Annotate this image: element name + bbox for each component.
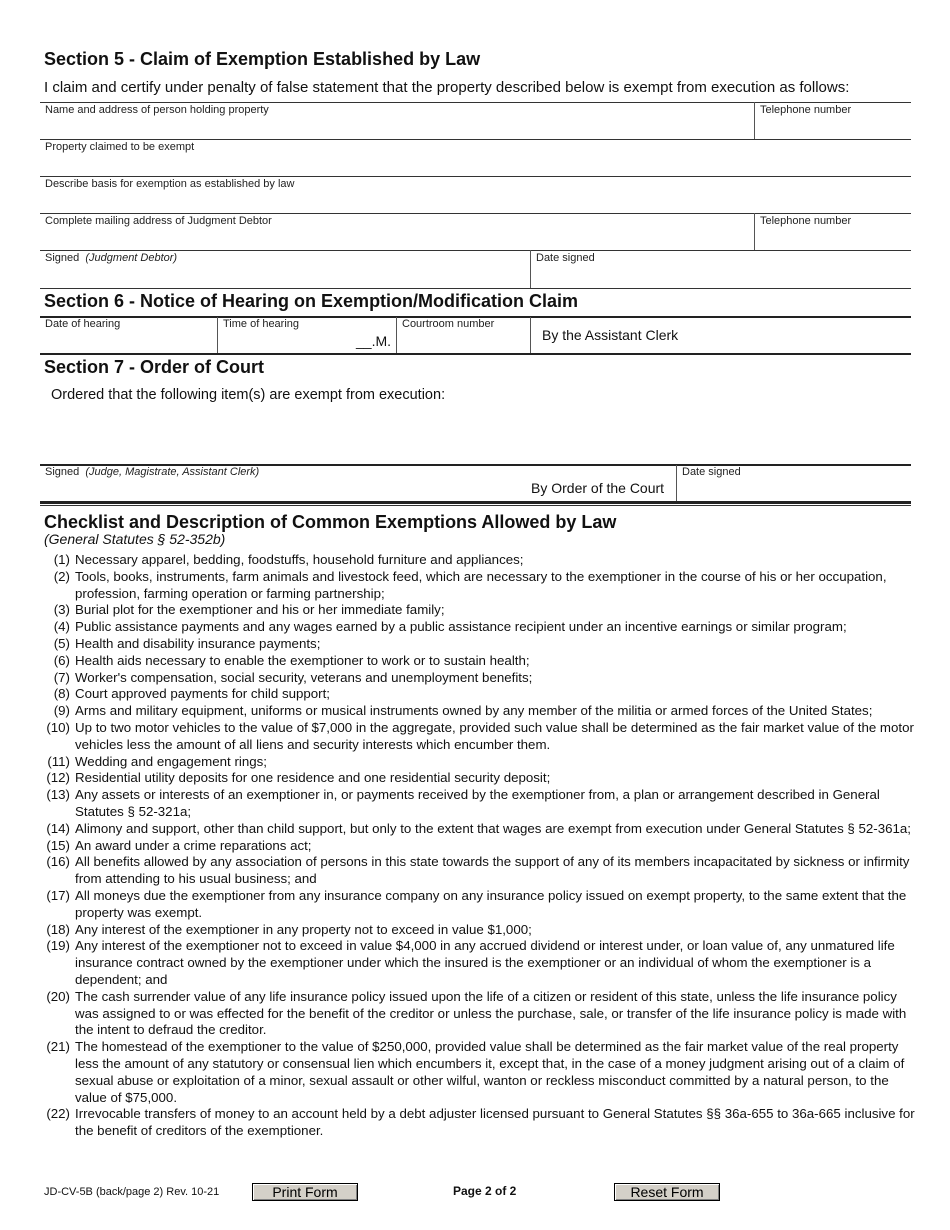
section6-title: Section 6 - Notice of Hearing on Exemption/Modification Claim: [44, 291, 579, 311]
exemption-item: [40, 922, 915, 939]
exemption-item: [40, 787, 915, 821]
checklist-subtitle: (General Statutes § 52-352b): [44, 531, 226, 547]
courtroom-field[interactable]: [397, 318, 530, 353]
exemption-number: (9): [53, 703, 70, 719]
exemption-item: [40, 821, 915, 838]
section5-title: Section 5 - Claim of Exemption Established by Law: [44, 49, 481, 69]
exemption-text: Burial plot for the exemptioner and his or her immediate family;: [75, 602, 445, 618]
exemption-item: [40, 770, 915, 787]
time-suffix: __.M.: [356, 333, 392, 349]
exemption-number: (22): [46, 1106, 70, 1122]
exemption-number: (18): [46, 921, 70, 937]
exemption-number: (2): [53, 568, 70, 584]
hearing-date-label: Date of hearing: [45, 318, 121, 330]
signed-role: (Judge, Magistrate, Assistant Clerk): [85, 466, 260, 478]
exemption-text: Worker's compensation, social security, veterans and unemployment benefits;: [75, 669, 533, 685]
divider: [40, 288, 911, 289]
property-label: Property claimed to be exempt: [45, 141, 195, 153]
exemption-text: Up to two motor vehicles to the value of $7,000 in the aggregate, provided such value shall be determined as the fair market value of the motor vehicles less the amount of all liens and security interests which encumber them.: [75, 719, 914, 752]
ordered-text: Ordered that the following item(s) are exempt from execution:: [51, 387, 446, 403]
checklist-title: Checklist and Description of Common Exemptions Allowed by Law: [44, 512, 617, 532]
exemption-number: (3): [53, 602, 70, 618]
divider: [40, 501, 911, 504]
signed-role: (Judgment Debtor): [85, 252, 178, 264]
exemption-number: (7): [53, 669, 70, 685]
debtor-phone-field[interactable]: [755, 214, 911, 250]
exemption-text: Alimony and support, other than child support, but only to the extent that wages are exempt from execution under General Statutes § 52-361a;: [75, 820, 911, 836]
basis-label: Describe basis for exemption as established by law: [45, 178, 295, 190]
exemption-number: (4): [53, 619, 70, 635]
exemption-number: (10): [46, 719, 70, 735]
exemption-item: [40, 1039, 915, 1106]
exemption-number: (5): [53, 635, 70, 651]
exemption-text: The cash surrender value of any life insurance policy issued upon the life of a citizen or resident of this state, unless the life insurance policy was assigned to or was effected for the benefit of the creditor or unless the purchase, sale, or transfer of the life insurance policy is made with the intent to defraud the creditor.: [75, 988, 907, 1038]
divider: [40, 353, 911, 355]
holder-name-label: Name and address of person holding property: [45, 104, 269, 116]
exemption-text: The homestead of the exemptioner to the value of $250,000, provided value shall be determined as the fair market value of the real property less the amount of any statutory or consensual lien which encumbers it, except that, in the case of a money judgment arising out of a claim of sexual abuse or exploitation of a minor, sexual assault or other wilful, wanton or reckless misconduct committed by a natural person, to the value of $75,000.: [75, 1039, 905, 1105]
exemption-number: (15): [46, 837, 70, 853]
exemption-number: (21): [46, 1039, 70, 1055]
courtroom-label: Courtroom number: [402, 318, 495, 330]
exemption-item: [40, 989, 915, 1039]
exemption-number: (20): [46, 988, 70, 1004]
print-form-button[interactable]: Print Form: [252, 1183, 358, 1201]
exemption-item: [40, 854, 915, 888]
exemption-item: [40, 686, 915, 703]
exemption-item: [40, 569, 915, 603]
exemption-number: (6): [53, 652, 70, 668]
reset-form-button[interactable]: Reset Form: [614, 1183, 720, 1201]
exemption-text: Tools, books, instruments, farm animals and livestock feed, which are necessary to the exemptioner in the course of his or her occupation, profession, farming operation or farming partnership;: [75, 568, 887, 601]
exemption-text: Public assistance payments and any wages earned by a public assistance recipient under an incentive earnings or similar program;: [75, 619, 847, 635]
exemption-text: Wedding and engagement rings;: [75, 753, 267, 769]
exemption-text: Any interest of the exemptioner not to exceed in value $4,000 in any accrued dividend or interest under, or loan value of, any unmatured life insurance contract owned by the exemptioner under which the insured is the exemptioner or an individual of whom the exemptioner is a dependent; and: [75, 938, 895, 987]
exemption-number: (19): [46, 938, 70, 954]
signed-text: Signed: [45, 466, 80, 478]
debtor-date-signed-label: Date signed: [536, 252, 595, 264]
court-date-signed-label: Date signed: [682, 466, 741, 478]
exemption-number: (8): [53, 686, 70, 702]
page-indicator: Page 2 of 2: [453, 1184, 517, 1198]
court-date-signed-field[interactable]: [677, 466, 911, 502]
by-order-of-court: By Order of the Court: [531, 480, 665, 496]
exemption-text: Necessary apparel, bedding, foodstuffs, household furniture and appliances;: [75, 552, 524, 567]
debtor-signature-field[interactable]: [40, 251, 530, 288]
exemption-number: (13): [46, 787, 70, 803]
exemption-text: Any interest of the exemptioner in any property not to exceed in value $1,000;: [75, 921, 532, 937]
exemption-item: [40, 636, 915, 653]
holder-phone-field[interactable]: [755, 103, 911, 139]
exemption-text: All moneys due the exemptioner from any insurance company on any insurance policy issued on exempt property, to the same extent that the property was exempt.: [75, 887, 907, 920]
hearing-time-label: Time of hearing: [223, 318, 300, 330]
holder-name-field[interactable]: [40, 103, 754, 139]
signed-text: Signed: [45, 252, 80, 264]
basis-field[interactable]: [40, 177, 911, 213]
exemption-item: [40, 602, 915, 619]
by-assistant-clerk: By the Assistant Clerk: [542, 327, 679, 343]
debtor-date-signed-field[interactable]: [531, 251, 911, 288]
exemption-item: [40, 720, 915, 754]
exemption-text: Any assets or interests of an exemptioner in, or payments received by the exemptioner from, a plan or arrangement described in General Statutes § 52-321a;: [75, 787, 880, 819]
exemption-item: [40, 838, 915, 855]
exemption-number: (12): [46, 770, 70, 786]
exemption-text: All benefits allowed by any association of persons in this state towards the support of any of its members incapacitated by sickness or infirmity from attending to his usual business; and: [75, 854, 910, 887]
exemption-item: [40, 703, 915, 720]
debtor-address-field[interactable]: [40, 214, 754, 250]
form-id: JD-CV-5B (back/page 2) Rev. 10-21: [44, 1186, 220, 1198]
section7-title: Section 7 - Order of Court: [44, 357, 265, 377]
exemption-number: (17): [46, 887, 70, 903]
holder-phone-label: Telephone number: [760, 104, 852, 116]
exemption-number: (11): [47, 753, 70, 769]
exemption-text: Health aids necessary to enable the exemptioner to work or to sustain health;: [75, 652, 530, 668]
exemption-number: (1): [53, 552, 70, 567]
exemption-text: Health and disability insurance payments;: [75, 635, 321, 651]
exemption-number: (16): [46, 854, 70, 870]
divider: [40, 505, 911, 506]
exemption-text: Residential utility deposits for one residence and one residential security deposit;: [75, 770, 551, 786]
exemption-item: [40, 552, 915, 569]
exemption-item: [40, 670, 915, 687]
exemption-item: [40, 938, 915, 988]
section5-intro: I claim and certify under penalty of false statement that the property described below is exempt from execution as follows:: [44, 79, 850, 96]
exemption-item: [40, 754, 915, 771]
exemption-item: [40, 888, 915, 922]
hearing-date-field[interactable]: [40, 318, 217, 353]
property-field[interactable]: [40, 140, 911, 176]
debtor-phone-label: Telephone number: [760, 215, 852, 227]
exemption-number: (14): [46, 820, 70, 836]
exemption-item: [40, 653, 915, 670]
exemption-text: Court approved payments for child support;: [75, 686, 330, 702]
exemption-text: Arms and military equipment, uniforms or musical instruments owned by any member of the militia or armed forces of the United States;: [75, 703, 873, 719]
exemption-item: [40, 1106, 915, 1140]
exempt-items-field[interactable]: [40, 405, 911, 463]
exemptions-list: [40, 552, 915, 1140]
debtor-address-label: Complete mailing address of Judgment Debtor: [45, 215, 272, 227]
exemption-item: [40, 619, 915, 636]
assistant-clerk-signature-field[interactable]: [531, 318, 911, 353]
exemption-text: An award under a crime reparations act;: [75, 837, 312, 853]
exemption-text: Irrevocable transfers of money to an account held by a debt adjuster licensed pursuant to General Statutes §§ 36a-655 to 36a-665 inclusive for the benefit of creditors of the exemptioner.: [75, 1106, 915, 1139]
